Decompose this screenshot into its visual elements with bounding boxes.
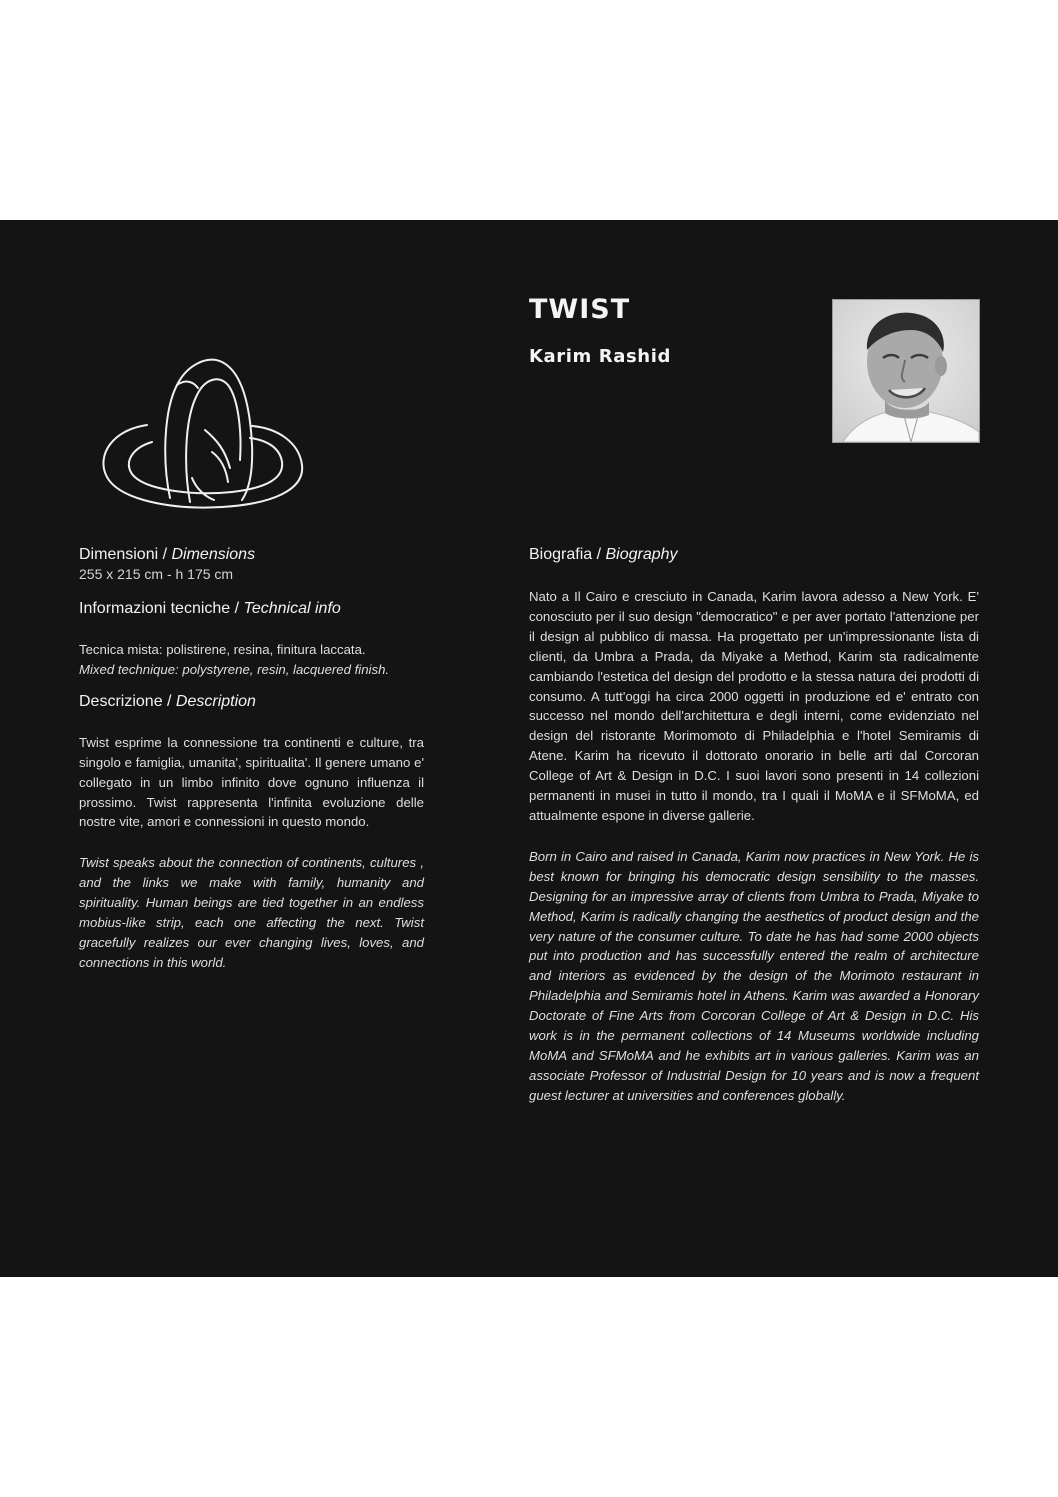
technical-heading-en: Technical info [243,600,341,617]
description-heading-en: Description [175,692,256,710]
biography-heading-it: Biografia / [529,546,606,563]
dimensions-value: 255 x 215 cm - h 175 cm [79,566,234,582]
brochure-panel [0,220,1058,1277]
product-title: TWIST [529,294,631,325]
description-text-en: Twist speaks about the connection of continents, cultures , and the links we make with family, humanity and spirituality. Human beings are tied together in an endless mobius-like strip, each one affecting the next. Twist gracefully realizes our ever changing lives, loves, and connections in this world. [79,855,424,970]
dimensions-heading [79,546,424,564]
technical-text-en: Mixed technique: polystyrene, resin, lacquered finish. [79,661,390,677]
biography-text-en: Born in Cairo and raised in Canada, Karim now practices in New York. He is best known for bringing his democratic design sensibility to the masses. Designing for an impressive array of clients from Umbra to Prada, Miyake to Method, Karim is radically changing the aesthetics of product design and the very nature of the consumer culture. To date he has had some 2000 objects put into production and has successfully entered the realm of architecture and interiors as evidenced by the design of the Morimoto restaurant in Philadelphia and Semiramis hotel in Athens. Karim was awarded a Honorary Doctorate of Fine Arts from Corcoran College of Art & Design in D.C. His work is in the permanent collections of 14 Museums worldwide including MoMA and SFMoMA and he exhibits art in various galleries. Karim was an associate Professor of Industrial Design for 10 years and is now a frequent guest lecturer at universities and conferences globally. [529,848,979,1103]
designer-portrait [832,299,980,443]
biography-column [529,546,979,1106]
technical-text-it: Tecnica mista: polistirene, resina, finitura laccata. [79,642,366,657]
twist-sculpture-sketch [92,350,322,520]
description-heading-it: Descrizione / [79,692,176,710]
biography-heading [529,546,979,564]
designer-name: Karim Rashid [529,346,671,367]
dimensions-heading-en: Dimensions [171,546,256,563]
biography-text-it: Nato a Il Cairo e cresciuto in Canada, Karim lavora adesso a New York. E' conosciuto per il suo design "democratico" e per aver portato l'attenzione per il design al pubblico di massa. Ha progettato per un'impressionante lista di clienti, da Umbra a Prada, da Miyake a Method, Karim sta radicalmente cambiando l'estetica del design del prodotto e la stessa natura dei prodotti di consumo. A tutt'oggi ha circa 2000 oggetti in produzione ed e' entrato con successo nel mondo dell'architettura e degli interni, come evidenziato nel design del ristorante Morimomoto di Philadelphia e l'hotel Semiramis di Atene. Karim ha ricevuto il dottorato onorario in belle arti dal Corcoran College of Art & Design in D.C. I suoi lavori sono presenti in 14 collezioni permanenti in musei in tutto il mondo, tra I quali il MoMA e il SFMoMA, ed attualmente espone in diverse gallerie. [529,589,979,823]
technical-heading-it: Informazioni tecniche / [79,600,244,617]
description-heading [79,693,424,711]
dimensions-heading-it: Dimensioni / [79,546,172,563]
description-text-it: Twist esprime la connessione tra continenti e culture, tra singolo e famiglia, umanita', spiritualita'. Il genere umano e' collegato in un limbo infinito dove ognuno influenza il prossimo. Twist rappresenta l'infinita evoluzione delle nostre vite, amori e connessioni in questo mondo. [79,734,424,830]
portrait-image [833,300,979,442]
biography-heading-en: Biography [605,546,678,563]
product-info-column [79,546,424,973]
technical-heading [79,600,424,618]
